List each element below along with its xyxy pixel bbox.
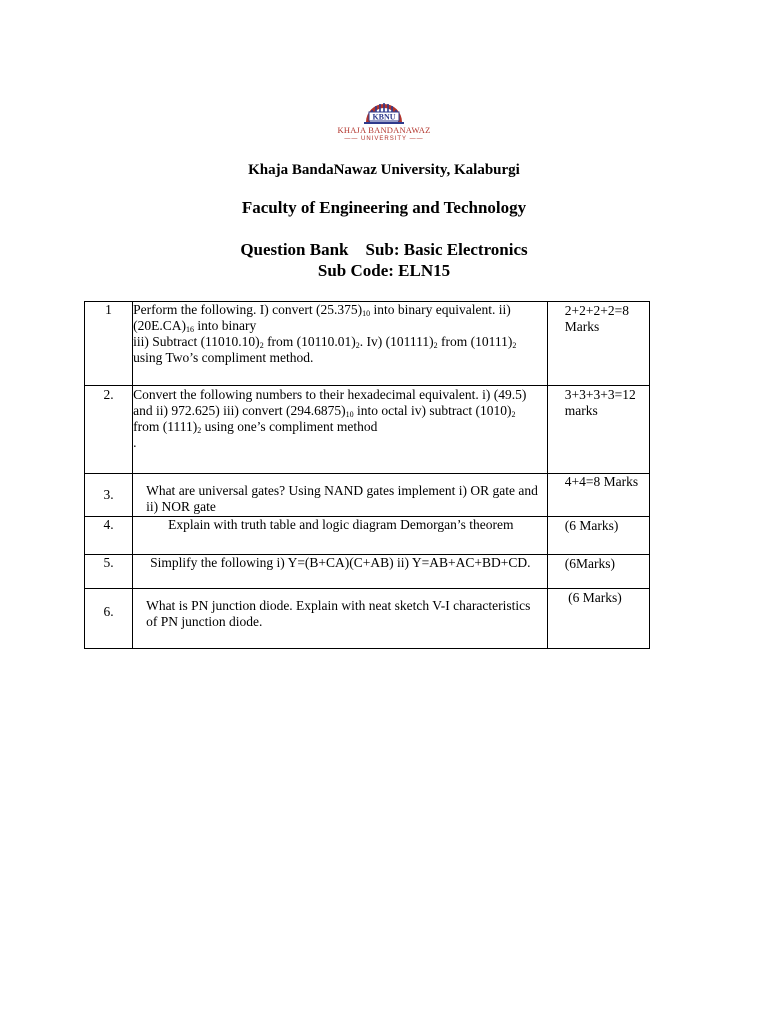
- table-row: [85, 555, 650, 589]
- question-table: [84, 301, 650, 649]
- subject-code: Sub Code: ELN15: [317, 261, 451, 280]
- question-marks: 2+2+2+2=8 Marks: [547, 302, 649, 386]
- university-name: Khaja BandaNawaz University, Kalaburgi: [248, 162, 520, 178]
- logo-emblem-text: KBNU: [372, 112, 396, 122]
- question-text: Convert the following numbers to their hexadecimal equivalent. i) (49.5) and ii) 972.625) iii) convert $(294.6875)_{10}$ into octal iv) subtract $(1010)_2$ from $(1111)_2$ using one’s compliment method .: [133, 386, 548, 474]
- question-marks: 3+3+3+3=12 marks: [547, 386, 649, 474]
- question-text: What is PN junction diode. Explain with neat sketch V-I characteristics of PN junction diode.: [133, 589, 548, 649]
- logo-name: KHAJA BANDANAWAZ: [337, 125, 431, 135]
- question-number: 3.: [85, 474, 133, 517]
- table-row: [85, 474, 650, 517]
- question-text: Perform the following. I) convert $(25.375)_{10}$ into binary equivalent. ii) $(20E.CA)_{16}$ into binary iii) Subtract $(11010.10)_2$ from $(10110.01)_2$. Iv) $(101111)_2$ from $(10111)_2$ using Two’s compliment method.: [133, 302, 548, 386]
- logo-sub-text: UNIVERSITY: [361, 136, 407, 142]
- question-number: 5.: [85, 555, 133, 589]
- question-text: Simplify the following i) Y=(B+CA)(C+AB) ii) Y=AB+AC+BD+CD.: [133, 555, 548, 589]
- question-number: 1: [85, 302, 133, 386]
- university-logo: [332, 88, 436, 150]
- table-row: [85, 589, 650, 649]
- question-number: 2.: [85, 386, 133, 474]
- logo-subtitle: —— UNIVERSITY ——: [344, 136, 424, 142]
- question-number: 4.: [85, 517, 133, 555]
- table-row: [85, 302, 650, 386]
- question-marks: (6Marks): [547, 555, 649, 589]
- question-text: Explain with truth table and logic diagram Demorgan’s theorem: [133, 517, 548, 555]
- faculty-name: Faculty of Engineering and Technology: [241, 198, 527, 217]
- question-text: What are universal gates? Using NAND gates implement i) OR gate and ii) NOR gate: [133, 474, 548, 517]
- question-marks: 4+4=8 Marks: [547, 474, 649, 517]
- question-number: 6.: [85, 589, 133, 649]
- question-bank-title: Question Bank Sub: Basic Electronics: [240, 240, 528, 259]
- question-marks: (6 Marks): [547, 589, 649, 649]
- question-marks: (6 Marks): [547, 517, 649, 555]
- table-row: [85, 386, 650, 474]
- university-emblem-icon: [332, 88, 436, 126]
- table-row: [85, 517, 650, 555]
